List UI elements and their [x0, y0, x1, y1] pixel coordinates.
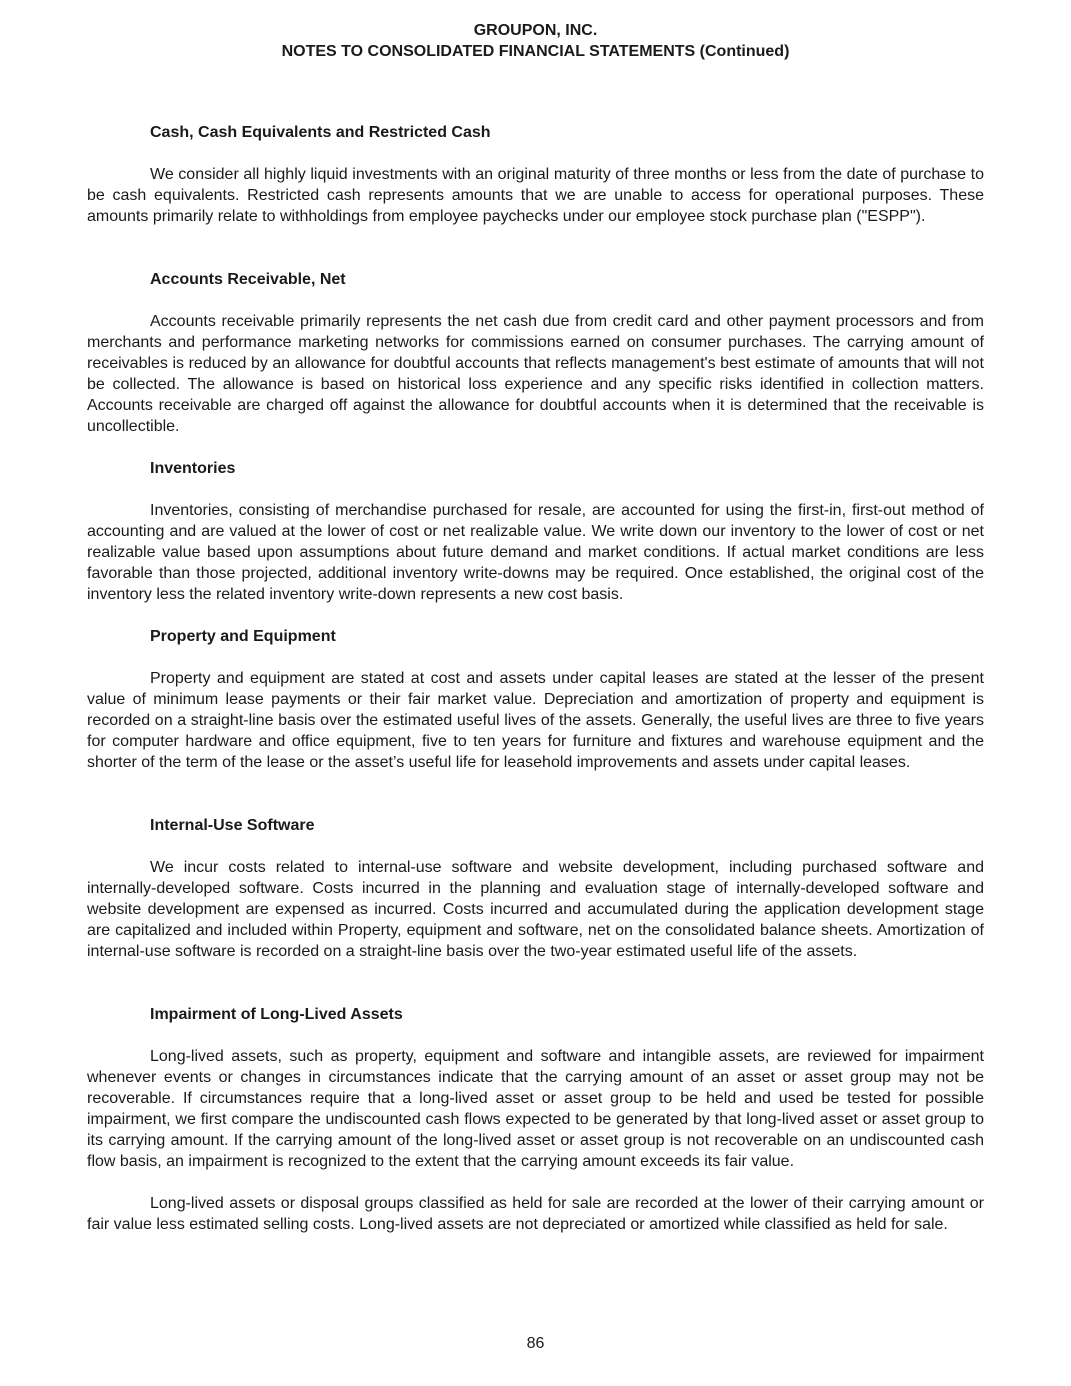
- page-number: 86: [526, 1335, 545, 1352]
- section-body-property-equipment: [87, 668, 984, 773]
- section-heading-impairment: Impairment of Long-Lived Assets: [150, 1006, 403, 1023]
- page-subtitle: NOTES TO CONSOLIDATED FINANCIAL STATEMENTS (Continued): [281, 43, 790, 60]
- section-heading-accounts-receivable: Accounts Receivable, Net: [150, 271, 346, 288]
- section-body-internal-use-software: [87, 857, 984, 962]
- section-heading-property-equipment: Property and Equipment: [150, 628, 336, 645]
- section-body-cash: [87, 164, 984, 227]
- paragraph: Inventories, consisting of merchandise purchased for resale, are accounted for using the first-in, first-out method of accounting and are valued at the lower of cost or net realizable value. We write down our inventory to the lower of cost or net realizable value based upon assumptions about future demand and market conditions. If actual market conditions are less favorable than those projected, additional inventory write-downs may be required. Once established, the original cost of the inventory less the related inventory write-down represents a new cost basis.: [87, 502, 984, 603]
- paragraph: Long-lived assets, such as property, equipment and software and intangible assets, are reviewed for impairment whenever events or changes in circumstances indicate that the carrying amount of an asset or asset group may not be recoverable. If circumstances require that a long-lived asset or asset group to be held and used be tested for possible impairment, we first compare the undiscounted cash flows expected to be generated by that long-lived asset or asset group to its carrying amount. If the carrying amount of the long-lived asset or asset group is not recoverable on an undiscounted cash flow basis, an impairment is recognized to the extent that the carrying amount exceeds its fair value.: [87, 1048, 984, 1170]
- paragraph: We incur costs related to internal-use software and website development, including purchased software and internally-developed software. Costs incurred in the planning and evaluation stage of internally-developed software and website development are expensed as incurred. Costs incurred and accumulated during the application development stage are capitalized and included within Property, equipment and software, net on the consolidated balance sheets. Amortization of internal-use software is recorded on a straight-line basis over the two-year estimated useful life of the assets.: [87, 859, 984, 960]
- section-heading-inventories: Inventories: [150, 460, 236, 477]
- section-heading-internal-use-software: Internal-Use Software: [150, 817, 315, 834]
- section-heading-cash: Cash, Cash Equivalents and Restricted Cash: [150, 124, 491, 141]
- section-body-inventories: [87, 500, 984, 605]
- paragraph: Long-lived assets or disposal groups classified as held for sale are recorded at the lower of their carrying amount or fair value less estimated selling costs. Long-lived assets are not depreciated or amortized while classified as held for sale.: [87, 1195, 984, 1233]
- paragraph: Accounts receivable primarily represents the net cash due from credit card and other payment processors and from merchants and performance marketing networks for commissions earned on consumer purchases. The carrying amount of receivables is reduced by an allowance for doubtful accounts that reflects management's best estimate of amounts that will not be collected. The allowance is based on historical loss experience and any specific risks identified in collection matters. Accounts receivable are charged off against the allowance for doubtful accounts when it is determined that the receivable is uncollectible.: [87, 313, 984, 435]
- section-body-impairment-continued: [87, 1193, 984, 1235]
- paragraph: Property and equipment are stated at cost and assets under capital leases are stated at the lesser of the present value of minimum lease payments or their fair market value. Depreciation and amortization of property and equipment is recorded on a straight-line basis over the estimated useful lives of the assets. Generally, the useful lives are three to five years for computer hardware and office equipment, five to ten years for furniture and fixtures and warehouse equipment and the shorter of the term of the lease or the asset’s useful life for leasehold improvements and assets under capital leases.: [87, 670, 984, 771]
- company-name: GROUPON, INC.: [473, 22, 598, 39]
- page-header: [0, 20, 1071, 62]
- section-body-accounts-receivable: [87, 311, 984, 437]
- section-body-impairment: [87, 1046, 984, 1172]
- paragraph: We consider all highly liquid investments with an original maturity of three months or less from the date of purchase to be cash equivalents. Restricted cash represents amounts that we are unable to access for operational purposes. These amounts primarily relate to withholdings from employee paychecks under our employee stock purchase plan ("ESPP").: [87, 166, 984, 225]
